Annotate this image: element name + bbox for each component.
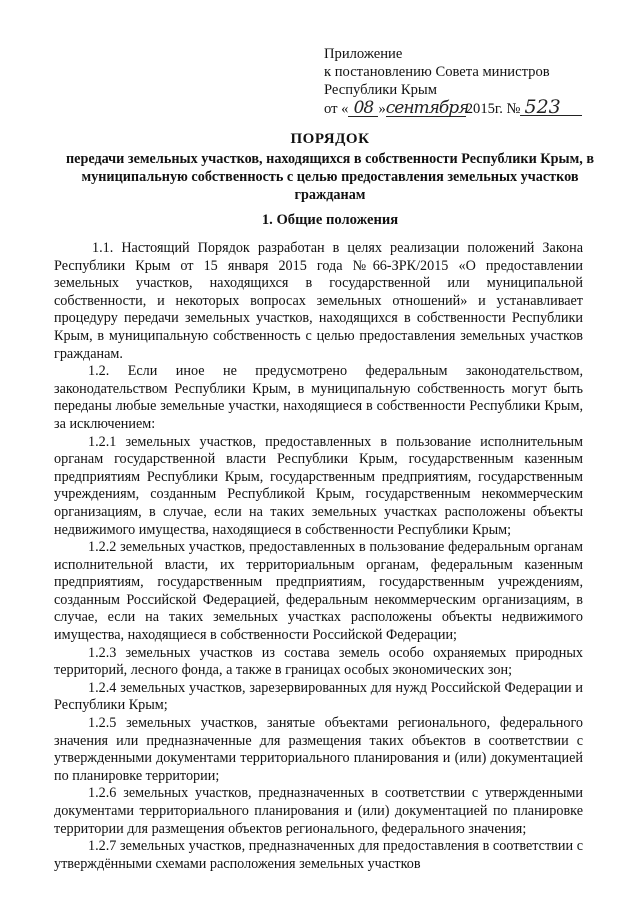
title-subtitle: передачи земельных участков, находящихся в собственности Республики Крым, в муниципальную собственность с целью предоставления земельных участков гражданам bbox=[66, 151, 594, 203]
appendix-line-2: к постановлению Совета министров bbox=[324, 64, 550, 80]
paragraph: 1.1. Настоящий Порядок разработан в целях реализации положений Закона Республики Крым от 15 января 2015 года №66-ЗРК/2015 «О предоставлении земельных участков, находящихся в государственной или муниципальной собственности, и некоторых вопросах земельных отношений» и устанавливает процедуру передачи земельных участков, находящихся в собственности Республики Крым, в муниципальную собственность с целью предоставления земельных участков гражданам. bbox=[54, 240, 583, 362]
handwritten-month: сентября bbox=[385, 98, 469, 118]
paragraph: 1.2. Если иное не предусмотрено федеральным законодательством, законодательством Республики Крым, в муниципальную собственность могут быть переданы любые земельные участки, находящиеся в собственности Республики Крым, за исключением: bbox=[54, 363, 583, 432]
appendix-line-1: Приложение bbox=[324, 46, 403, 62]
handwritten-day: 08 bbox=[348, 100, 378, 117]
paragraph: 1.2.1 земельных участков, предоставленных в пользование исполнительным органам государственной власти Республики Крым, государственным казенным предприятиям Республики Крым, государственным предприятиям, государственным учреждениям, созданным Республикой Крым, государственным некоммерческим организациям, в случае, если на таких земельных участках расположены объекты недвижимого имущества, находящиеся в собственности Республики Крым; bbox=[54, 433, 583, 538]
date-prefix: от « bbox=[324, 101, 349, 117]
paragraph: 1.2.2 земельных участков, предоставленных в пользование федеральным органам исполнительной власти, их территориальным органам, федеральным казенным предприятиям, государственным предприятиям, государственным учреждениям, созданным Российской Федерацией, федеральным некоммерческим организациям, в случае, если на таких земельных участках расположены объекты недвижимого имущества, находящиеся в собственности Российской Федерации; bbox=[54, 539, 583, 644]
document-body bbox=[54, 240, 583, 873]
appendix-line-3: Республики Крым bbox=[324, 82, 437, 98]
paragraph: 1.2.3 земельных участков из состава земель особо охраняемых природных территорий, лесного фонда, а также в границах особых экономических зон; bbox=[54, 644, 583, 679]
paragraph: 1.2.6 земельных участков, предназначенных в соответствии с утвержденными документами территориального планирования и (или) документацией по планировке территории для размещения объектов регионального, федерального значения; bbox=[54, 785, 583, 837]
paragraph: 1.2.5 земельных участков, занятые объектами регионального, федерального значения или предназначенные для размещения таких объектов в соответствии с утвержденными документами территориального планирования и (или) документацией по планировке территории; bbox=[54, 715, 583, 784]
document-title bbox=[60, 130, 600, 204]
handwritten-number: 523 bbox=[520, 99, 582, 116]
title-word: ПОРЯДОК bbox=[290, 131, 370, 147]
section-heading: 1. Общие положения bbox=[261, 212, 399, 228]
date-year: 2015г. № bbox=[465, 101, 521, 117]
appendix-header bbox=[324, 45, 582, 118]
paragraph: 1.2.4 земельных участков, зарезервированных для нужд Российской Федерации и Республики Крым; bbox=[54, 679, 583, 714]
appendix-date-line bbox=[324, 96, 582, 118]
date-mid: » bbox=[378, 101, 386, 117]
paragraph: 1.2.7 земельных участков, предназначенных для предоставления в соответствии с утверждёнными схемами расположения земельных участков bbox=[54, 838, 583, 872]
